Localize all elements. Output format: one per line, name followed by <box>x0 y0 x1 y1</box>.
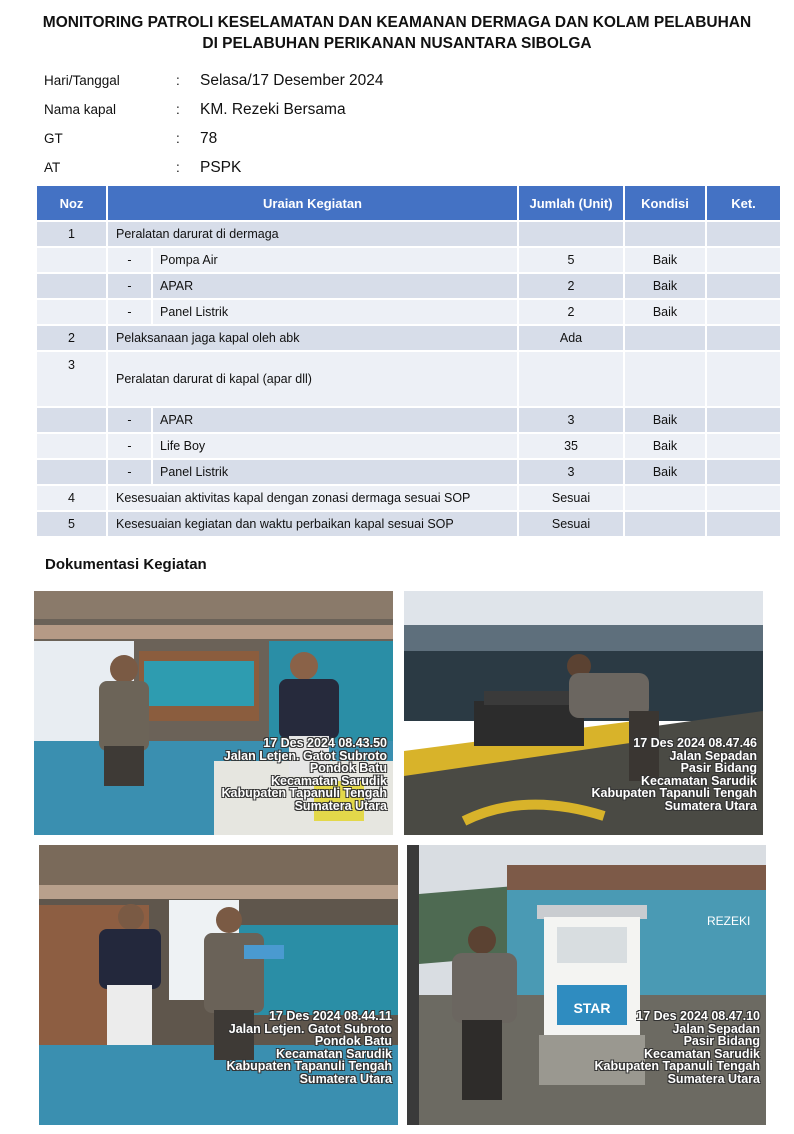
stamp-line: Kabupaten Tapanuli Tengah <box>226 1059 392 1073</box>
cell-kondisi: Baik <box>624 459 706 485</box>
stamp-line: Jalan Letjen. Gatot Subroto <box>228 1021 392 1036</box>
stamp-line: Jalan Letjen. Gatot Subroto <box>223 748 387 763</box>
cell-item: Panel Listrik <box>152 459 518 485</box>
stamp-line: Sumatera Utara <box>664 798 757 813</box>
meta-row-date <box>44 66 384 95</box>
meta-label: GT <box>44 131 63 146</box>
cell-kondisi: Baik <box>624 433 706 459</box>
cell-dash: - <box>107 299 152 325</box>
cell-item: Panel Listrik <box>152 299 518 325</box>
cell-uraian: Kesesuaian aktivitas kapal dengan zonasi dermaga sesuai SOP <box>107 485 518 511</box>
activity-table <box>35 184 782 538</box>
meta-colon: : <box>176 160 180 175</box>
meta-colon: : <box>176 73 180 88</box>
table-row <box>36 325 781 351</box>
table-row <box>36 247 781 273</box>
stamp-line: Sumatera Utara <box>299 1071 392 1086</box>
table-row <box>36 511 781 537</box>
meta-value: Selasa/17 Desember 2024 <box>200 71 384 89</box>
title-line-1: MONITORING PATROLI KESELAMATAN DAN KEAMANAN DERMAGA DAN KOLAM PELABUHAN <box>42 14 752 31</box>
cell-kondisi: Baik <box>624 247 706 273</box>
table-row <box>36 433 781 459</box>
cell-uraian: Pelaksanaan jaga kapal oleh abk <box>107 325 518 351</box>
header-no: Noz <box>36 185 107 221</box>
stamp-line: 17 Des 2024 08.47.46 <box>633 736 757 750</box>
cell-dash: - <box>107 433 152 459</box>
stamp-line: 17 Des 2024 08.47.10 <box>636 1009 760 1023</box>
cell-kondisi: Baik <box>624 273 706 299</box>
cell-no: 5 <box>36 511 107 537</box>
table-row <box>36 459 781 485</box>
title-line-2: DI PELABUHAN PERIKANAN NUSANTARA SIBOLGA <box>202 35 592 52</box>
stamp-line: Pondok Batu <box>309 761 387 775</box>
meta-label: Hari/Tanggal <box>44 73 120 88</box>
cell-uraian: Peralatan darurat di kapal (apar dll) <box>107 351 518 407</box>
photo-2 <box>404 591 763 835</box>
section-title: Dokumentasi Kegiatan <box>45 556 207 573</box>
photo-1 <box>34 591 393 835</box>
stamp-line: 17 Des 2024 08.44.11 <box>268 1009 392 1023</box>
document-title <box>20 12 774 54</box>
cell-dash: - <box>107 407 152 433</box>
stamp-line: Jalan Sepadan <box>669 748 757 763</box>
table-row <box>36 221 781 247</box>
header-ket: Ket. <box>706 185 781 221</box>
header-kondisi: Kondisi <box>624 185 706 221</box>
cell-no: 1 <box>36 221 107 247</box>
meta-row-gt <box>44 124 384 153</box>
stamp-line: Kabupaten Tapanuli Tengah <box>591 786 757 800</box>
cell-jumlah: 3 <box>518 459 624 485</box>
stamp-line: Kecamatan Sarudik <box>640 773 757 788</box>
cell-no: 2 <box>36 325 107 351</box>
stamp-line: Sumatera Utara <box>667 1071 760 1086</box>
photo-4 <box>407 845 766 1125</box>
meta-info <box>44 66 384 182</box>
stamp-line: Kabupaten Tapanuli Tengah <box>221 786 387 800</box>
meta-colon: : <box>176 102 180 117</box>
meta-row-ship-name <box>44 95 384 124</box>
table-row <box>36 351 781 407</box>
stamp-line: Kecamatan Sarudik <box>643 1046 760 1061</box>
cell-item: APAR <box>152 273 518 299</box>
cell-jumlah: 5 <box>518 247 624 273</box>
cell-item: Life Boy <box>152 433 518 459</box>
table-header-row <box>36 185 781 221</box>
cell-jumlah: 2 <box>518 299 624 325</box>
photo-4-stamp <box>594 1010 760 1085</box>
cell-kondisi: Baik <box>624 299 706 325</box>
cell-item: APAR <box>152 407 518 433</box>
meta-value: 78 <box>200 129 218 147</box>
stamp-line: Pasir Bidang <box>680 761 757 775</box>
stamp-line: Kecamatan Sarudik <box>270 773 387 788</box>
meta-colon: : <box>176 131 180 146</box>
cell-kondisi: Baik <box>624 407 706 433</box>
meta-row-at <box>44 153 384 182</box>
cell-item: Pompa Air <box>152 247 518 273</box>
stamp-line: Sumatera Utara <box>294 798 387 813</box>
cell-jumlah: 3 <box>518 407 624 433</box>
cell-jumlah: Ada <box>518 325 624 351</box>
cell-no: 4 <box>36 485 107 511</box>
stamp-line: Pasir Bidang <box>683 1034 760 1048</box>
header-uraian: Uraian Kegiatan <box>107 185 518 221</box>
stamp-line: Pondok Batu <box>314 1034 392 1048</box>
cell-jumlah: Sesuai <box>518 485 624 511</box>
stamp-line: 17 Des 2024 08.43.50 <box>263 736 387 750</box>
cell-dash: - <box>107 247 152 273</box>
pump-label-text: STAR <box>573 1000 611 1016</box>
photo-3-stamp <box>226 1010 392 1085</box>
meta-value: KM. Rezeki Bersama <box>200 100 346 118</box>
cell-dash: - <box>107 459 152 485</box>
photo-3 <box>39 845 398 1125</box>
meta-label: AT <box>44 160 61 175</box>
cell-jumlah: 35 <box>518 433 624 459</box>
meta-value: PSPK <box>200 158 242 176</box>
cell-dash: - <box>107 273 152 299</box>
table-row <box>36 273 781 299</box>
cell-jumlah: 2 <box>518 273 624 299</box>
cell-no: 3 <box>36 351 107 407</box>
boat-name-text: REZEKI <box>707 914 751 928</box>
photo-1-stamp <box>221 737 387 812</box>
stamp-line: Kecamatan Sarudik <box>275 1046 392 1061</box>
table-row <box>36 299 781 325</box>
table-row <box>36 407 781 433</box>
cell-uraian: Kesesuaian kegiatan dan waktu perbaikan kapal sesuai SOP <box>107 511 518 537</box>
stamp-line: Kabupaten Tapanuli Tengah <box>594 1059 760 1073</box>
table-row <box>36 485 781 511</box>
header-jumlah: Jumlah (Unit) <box>518 185 624 221</box>
cell-uraian: Peralatan darurat di dermaga <box>107 221 518 247</box>
stamp-line: Jalan Sepadan <box>672 1021 760 1036</box>
meta-label: Nama kapal <box>44 102 117 117</box>
photo-2-stamp <box>591 737 757 812</box>
cell-jumlah: Sesuai <box>518 511 624 537</box>
